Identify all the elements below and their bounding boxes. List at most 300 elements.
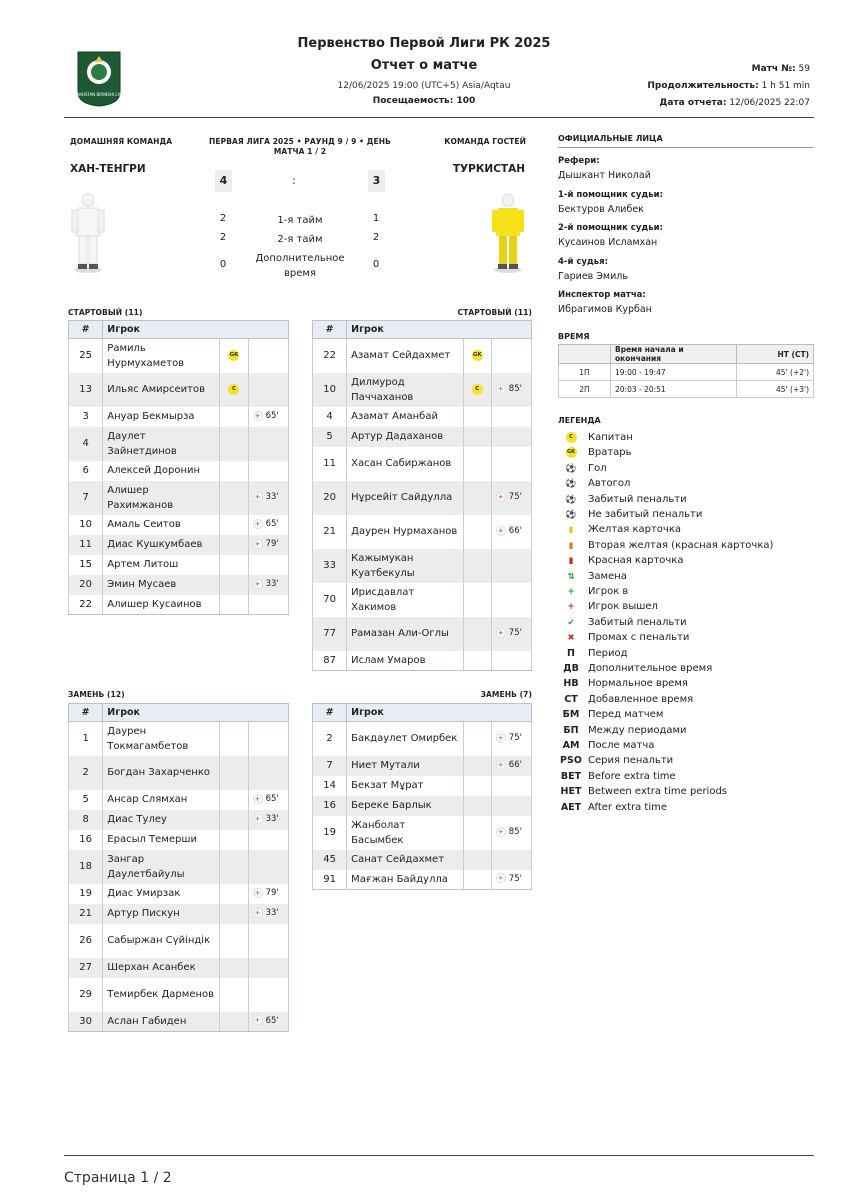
player-in-icon: + bbox=[253, 814, 263, 824]
player-row bbox=[69, 515, 289, 535]
player-number: 26 bbox=[69, 924, 103, 958]
player-event bbox=[248, 756, 288, 790]
player-number: 27 bbox=[69, 958, 103, 978]
legend-item bbox=[560, 676, 688, 691]
player-event bbox=[248, 958, 288, 978]
legend-text: Перед матчем bbox=[588, 709, 664, 721]
col-number-header: # bbox=[313, 704, 347, 722]
player-row bbox=[313, 651, 532, 671]
legend-item bbox=[560, 707, 663, 722]
player-role bbox=[220, 535, 248, 555]
player-name: Даулет Зайнетдинов bbox=[103, 427, 220, 461]
home-starting-table bbox=[68, 320, 289, 615]
player-name: Темирбек Дарменов bbox=[103, 978, 220, 1012]
legend-item bbox=[560, 723, 687, 738]
legend-item bbox=[560, 476, 630, 491]
abbr-icon: HET bbox=[560, 786, 582, 798]
home-kit-icon bbox=[70, 192, 106, 277]
player-role bbox=[463, 722, 491, 756]
player-number: 18 bbox=[69, 850, 103, 884]
substitution-icon: ⇅ bbox=[567, 571, 575, 582]
official-name: Бектуров Алибек bbox=[558, 203, 644, 215]
home-subs-table bbox=[68, 703, 289, 1032]
legend-text: Гол bbox=[588, 462, 607, 474]
col-number-header: # bbox=[313, 321, 347, 339]
away-kit-icon bbox=[490, 192, 526, 277]
second-yellow-icon: ▮ bbox=[568, 540, 574, 551]
player-role bbox=[220, 904, 248, 924]
player-event bbox=[248, 481, 288, 515]
home-score: 4 bbox=[215, 170, 232, 192]
player-event bbox=[248, 575, 288, 595]
attendance: Посещаемость: 100 bbox=[372, 96, 476, 106]
legend-item bbox=[560, 507, 702, 522]
player-name: Бакдаулет Омирбек bbox=[347, 722, 464, 756]
player-name: Мағжан Байдулла bbox=[347, 870, 464, 890]
legend-text: Не забитый пенальти bbox=[588, 509, 703, 520]
match-number: Матч №: 59 bbox=[751, 64, 810, 74]
away-team-name: ТУРКИСТАН bbox=[452, 163, 525, 175]
period-label: 1-я тайм bbox=[277, 215, 323, 226]
col-player-header: Игрок bbox=[103, 321, 289, 339]
player-number: 2 bbox=[69, 756, 103, 790]
player-role bbox=[220, 373, 248, 407]
svg-text:KAZAKHSTAN BIRINSHI LIGASY: KAZAKHSTAN BIRINSHI LIGASY bbox=[68, 92, 130, 97]
red-card-icon: ▮ bbox=[568, 556, 574, 567]
event-minute: 75' bbox=[508, 873, 522, 884]
penalty-missed-icon: ⚽ bbox=[565, 510, 577, 520]
abbr-icon: AET bbox=[560, 801, 582, 813]
player-role bbox=[463, 583, 491, 617]
player-row bbox=[313, 776, 532, 796]
event-minute: 66' bbox=[508, 526, 522, 536]
player-event bbox=[248, 407, 288, 427]
player-name: Кажымукан Куатбекулы bbox=[347, 549, 464, 583]
player-out-icon: + bbox=[253, 519, 263, 529]
player-role bbox=[220, 407, 248, 427]
player-event bbox=[248, 595, 288, 615]
home-start-label: СТАРТОВЫЙ (11) bbox=[68, 308, 143, 317]
official-name: Гариев Эмиль bbox=[558, 270, 628, 282]
time-row: 1П 19:00 - 19:47 45' (+2') bbox=[559, 364, 814, 381]
player-row bbox=[313, 407, 532, 427]
event-minute: 65' bbox=[265, 794, 279, 804]
legend-item bbox=[560, 800, 667, 815]
player-event bbox=[248, 850, 288, 884]
legend-text: Период bbox=[588, 647, 628, 659]
player-role bbox=[220, 756, 248, 790]
player-name: Алишер Рахимжанов bbox=[103, 481, 220, 515]
legend-text: После матча bbox=[588, 740, 655, 751]
event-minute: 85' bbox=[508, 384, 522, 394]
player-event bbox=[491, 427, 531, 447]
player-event bbox=[491, 373, 531, 407]
player-number: 20 bbox=[313, 481, 347, 515]
player-role bbox=[220, 575, 248, 595]
player-role bbox=[463, 776, 491, 796]
legend-text: Замена bbox=[588, 570, 627, 582]
player-role bbox=[463, 549, 491, 583]
away-start-label: СТАРТОВЫЙ (11) bbox=[457, 308, 532, 317]
player-row bbox=[69, 427, 289, 461]
player-role bbox=[220, 515, 248, 535]
player-event bbox=[491, 583, 531, 617]
official-role: 1-й помощник судьи: bbox=[558, 189, 663, 200]
legend-item bbox=[560, 538, 773, 553]
legend-item bbox=[560, 769, 676, 784]
player-row bbox=[69, 756, 289, 790]
player-role bbox=[220, 722, 248, 756]
home-subs-label: ЗАМЕНЬ (12) bbox=[68, 690, 125, 699]
player-event bbox=[491, 481, 531, 515]
col-player-header: Игрок bbox=[347, 321, 532, 339]
event-minute: 33' bbox=[265, 814, 279, 824]
abbr-icon: БП bbox=[563, 724, 579, 736]
player-number: 91 bbox=[313, 870, 347, 890]
player-name: Ислам Умаров bbox=[347, 651, 464, 671]
player-event bbox=[248, 790, 288, 810]
player-in-icon: + bbox=[253, 794, 263, 804]
legend-text: Before extra time bbox=[588, 770, 676, 782]
player-event bbox=[248, 830, 288, 850]
player-event bbox=[491, 447, 531, 481]
player-row bbox=[69, 850, 289, 884]
player-role bbox=[220, 978, 248, 1012]
player-row bbox=[69, 924, 289, 958]
player-name: Эмин Мусаев bbox=[103, 575, 220, 595]
penalty-scored-icon: ⚽ bbox=[565, 494, 577, 505]
player-name: Бекзат Мұрат bbox=[347, 776, 464, 796]
legend-text: Промах с пенальти bbox=[588, 632, 690, 644]
player-name: Алексей Доронин bbox=[103, 461, 220, 481]
period-label: 2-я тайм bbox=[277, 234, 323, 245]
player-role bbox=[220, 790, 248, 810]
report-title: Первенство Первой Лиги РК 2025 bbox=[297, 36, 551, 51]
player-event bbox=[491, 756, 531, 776]
player-number: 77 bbox=[313, 617, 347, 651]
period-home-score: 2 bbox=[219, 213, 227, 224]
player-event bbox=[491, 407, 531, 427]
player-number: 2 bbox=[313, 722, 347, 756]
event-minute: 75' bbox=[508, 628, 522, 638]
player-in-icon: + bbox=[496, 760, 506, 770]
player-number: 19 bbox=[313, 816, 347, 850]
player-name: Азамат Аманбай bbox=[347, 407, 464, 427]
player-number: 16 bbox=[69, 830, 103, 850]
player-event bbox=[248, 339, 288, 373]
player-number: 21 bbox=[313, 515, 347, 549]
event-minute: 79' bbox=[265, 539, 279, 549]
player-name: Ильяс Амирсеитов bbox=[103, 373, 220, 407]
player-role bbox=[463, 816, 491, 850]
player-number: 30 bbox=[69, 1012, 103, 1032]
player-name: Артем Литош bbox=[103, 555, 220, 575]
abbr-icon: АМ bbox=[562, 740, 580, 751]
legend-item bbox=[560, 784, 727, 799]
player-number: 29 bbox=[69, 978, 103, 1012]
player-name: Ниет Мутали bbox=[347, 756, 464, 776]
player-name: Береке Барлык bbox=[347, 796, 464, 816]
player-role bbox=[463, 617, 491, 651]
legend-text: Красная карточка bbox=[588, 555, 684, 567]
player-role bbox=[463, 850, 491, 870]
footer-divider bbox=[64, 1155, 814, 1156]
player-event bbox=[491, 850, 531, 870]
player-in-icon: + bbox=[567, 587, 575, 597]
player-number: 25 bbox=[69, 339, 103, 373]
player-row bbox=[313, 427, 532, 447]
player-row bbox=[69, 575, 289, 595]
player-role bbox=[463, 651, 491, 671]
player-event bbox=[248, 1012, 288, 1032]
time-row: 2П 20:03 - 20:51 45' (+3') bbox=[559, 381, 814, 398]
player-row bbox=[313, 850, 532, 870]
legend-text: Между периодами bbox=[588, 724, 687, 736]
legend-item bbox=[560, 738, 654, 753]
event-minute: 75' bbox=[508, 492, 522, 502]
away-score: 3 bbox=[368, 170, 385, 192]
officials-divider bbox=[558, 147, 814, 148]
time-col-ht: HT (CT) bbox=[737, 345, 814, 364]
player-in-icon: + bbox=[496, 733, 506, 743]
player-name: Диас Тулеу bbox=[103, 810, 220, 830]
period-label: Дополнительное время bbox=[255, 253, 345, 279]
score-separator: : bbox=[292, 174, 296, 187]
player-role bbox=[220, 427, 248, 461]
player-number: 15 bbox=[69, 555, 103, 575]
yellow-card-icon: ▮ bbox=[568, 525, 574, 536]
player-row bbox=[69, 790, 289, 810]
legend-text: Between extra time periods bbox=[588, 786, 728, 798]
player-number: 19 bbox=[69, 884, 103, 904]
legend-item bbox=[560, 584, 628, 599]
player-name: Нұрсейіт Сайдулла bbox=[347, 481, 464, 515]
legend-item bbox=[560, 430, 633, 445]
player-number: 4 bbox=[69, 427, 103, 461]
official-role: 4-й судья: bbox=[558, 256, 609, 267]
player-event bbox=[248, 924, 288, 958]
player-role bbox=[463, 339, 491, 373]
time-table bbox=[558, 344, 814, 398]
player-event bbox=[248, 461, 288, 481]
player-row bbox=[313, 617, 532, 651]
player-row bbox=[313, 447, 532, 481]
player-event bbox=[491, 617, 531, 651]
player-out-icon: + bbox=[496, 526, 506, 536]
legend-text: Игрок вышел bbox=[588, 601, 658, 613]
legend-text: Капитан bbox=[588, 432, 633, 443]
report-subtitle: Отчет о матче bbox=[370, 58, 478, 73]
page-number: Страница 1 / 2 bbox=[64, 1170, 172, 1186]
player-name: Даурен Токмагамбетов bbox=[103, 722, 220, 756]
player-role bbox=[220, 958, 248, 978]
official-name: Дышкант Николай bbox=[558, 170, 651, 181]
legend-item bbox=[560, 615, 687, 630]
player-row bbox=[313, 816, 532, 850]
player-name: Зангар Даулетбайулы bbox=[103, 850, 220, 884]
legend-text: Серия пенальти bbox=[588, 755, 674, 767]
player-out-icon: + bbox=[253, 539, 263, 549]
round-info: ПЕРВАЯ ЛИГА 2025 • РАУНД 9 / 9 • ДЕНЬ МАТЧА 1 / 2 bbox=[209, 137, 391, 156]
col-player-header: Игрок bbox=[347, 704, 532, 722]
player-out-icon: + bbox=[567, 602, 575, 613]
player-event bbox=[248, 427, 288, 461]
player-event bbox=[248, 904, 288, 924]
officials-title: ОФИЦИАЛЬНЫЕ ЛИЦА bbox=[558, 134, 663, 143]
home-team-label: ДОМАШНЯЯ КОМАНДА bbox=[70, 137, 173, 146]
player-name: Диас Кушкумбаев bbox=[103, 535, 220, 555]
legend-item bbox=[560, 692, 693, 707]
player-role bbox=[220, 1012, 248, 1032]
player-event bbox=[491, 339, 531, 373]
legend-item bbox=[560, 569, 627, 584]
player-role bbox=[220, 830, 248, 850]
player-event bbox=[491, 515, 531, 549]
player-out-icon: + bbox=[496, 628, 506, 638]
time-col-times: Время начала и окончания bbox=[611, 345, 737, 364]
player-row bbox=[313, 481, 532, 515]
col-player-header: Игрок bbox=[103, 704, 289, 722]
col-number-header: # bbox=[69, 321, 103, 339]
away-subs-label: ЗАМЕНЬ (7) bbox=[480, 690, 532, 699]
player-role bbox=[463, 756, 491, 776]
official-role: Рефери: bbox=[558, 156, 600, 166]
player-name: Богдан Захарченко bbox=[103, 756, 220, 790]
player-role bbox=[463, 796, 491, 816]
player-number: 10 bbox=[313, 373, 347, 407]
player-row bbox=[313, 549, 532, 583]
player-name: Амаль Сеитов bbox=[103, 515, 220, 535]
player-role bbox=[220, 339, 248, 373]
legend-text: Нормальное время bbox=[588, 678, 688, 690]
player-in-icon: + bbox=[496, 827, 506, 837]
own-goal-icon: ⚽ bbox=[565, 479, 577, 490]
player-name: Артур Пискун bbox=[103, 904, 220, 924]
legend-text: Вторая желтая (красная карточка) bbox=[588, 539, 774, 551]
abbr-icon: ДВ bbox=[563, 663, 579, 674]
player-number: 3 bbox=[69, 407, 103, 427]
player-role bbox=[220, 884, 248, 904]
player-role bbox=[463, 870, 491, 890]
player-role bbox=[220, 924, 248, 958]
match-datetime: 12/06/2025 19:00 (UTC+5) Asia/Aqtau bbox=[337, 81, 511, 91]
player-number: 7 bbox=[69, 481, 103, 515]
player-number: 16 bbox=[313, 796, 347, 816]
away-subs-table bbox=[312, 703, 532, 890]
period-away-score: 0 bbox=[372, 259, 380, 270]
player-role bbox=[220, 850, 248, 884]
captain-icon: C bbox=[560, 431, 582, 446]
player-in-icon: + bbox=[253, 888, 263, 898]
abbr-icon: BET bbox=[560, 770, 582, 782]
player-name: Даурен Нурмаханов bbox=[347, 515, 464, 549]
legend-item bbox=[560, 492, 687, 507]
player-row bbox=[69, 978, 289, 1012]
official-name: Ибрагимов Курбан bbox=[558, 304, 652, 315]
player-number: 20 bbox=[69, 575, 103, 595]
player-row bbox=[69, 810, 289, 830]
player-number: 87 bbox=[313, 651, 347, 671]
player-row bbox=[313, 373, 532, 407]
player-number: 14 bbox=[313, 776, 347, 796]
player-in-icon: + bbox=[253, 908, 263, 918]
player-out-icon: + bbox=[496, 492, 506, 502]
period-home-score: 2 bbox=[219, 232, 227, 243]
player-event bbox=[248, 884, 288, 904]
player-name: Алишер Кусаинов bbox=[103, 595, 220, 615]
player-name: Азамат Сейдахмет bbox=[347, 339, 464, 373]
player-row bbox=[69, 904, 289, 924]
player-role bbox=[220, 461, 248, 481]
penalty-ok-icon: ✔ bbox=[567, 617, 575, 628]
legend-item bbox=[560, 630, 689, 645]
player-event bbox=[491, 870, 531, 890]
player-number: 5 bbox=[313, 427, 347, 447]
event-minute: 65' bbox=[265, 519, 279, 529]
player-number: 8 bbox=[69, 810, 103, 830]
event-minute: 33' bbox=[265, 492, 279, 502]
event-minute: 75' bbox=[508, 733, 522, 744]
player-row bbox=[313, 756, 532, 776]
player-number: 33 bbox=[313, 549, 347, 583]
player-number: 1 bbox=[69, 722, 103, 756]
legend-item bbox=[560, 553, 683, 568]
captain-icon: C bbox=[472, 384, 483, 395]
away-team-label: КОМАНДА ГОСТЕЙ bbox=[444, 137, 526, 146]
player-event bbox=[491, 816, 531, 850]
player-name: Рамиль Нурмухаметов bbox=[103, 339, 220, 373]
legend-text: Забитый пенальти bbox=[588, 616, 687, 628]
player-row bbox=[313, 722, 532, 756]
player-number: 7 bbox=[313, 756, 347, 776]
player-number: 22 bbox=[313, 339, 347, 373]
player-role bbox=[463, 407, 491, 427]
player-role bbox=[463, 427, 491, 447]
player-name: Ансар Слямхан bbox=[103, 790, 220, 810]
player-name: Ануар Бекмырза bbox=[103, 407, 220, 427]
player-row bbox=[69, 339, 289, 373]
player-row bbox=[313, 583, 532, 617]
player-row bbox=[69, 595, 289, 615]
match-duration: Продолжительность: 1 h 51 min bbox=[647, 81, 810, 91]
player-event bbox=[248, 810, 288, 830]
legend-item bbox=[560, 461, 607, 476]
player-row bbox=[69, 958, 289, 978]
home-team-name: ХАН-ТЕНГРИ bbox=[70, 163, 146, 175]
player-number: 45 bbox=[313, 850, 347, 870]
legend-text: After extra time bbox=[588, 801, 668, 813]
player-row bbox=[69, 461, 289, 481]
player-number: 4 bbox=[313, 407, 347, 427]
player-role bbox=[220, 481, 248, 515]
player-role bbox=[220, 555, 248, 575]
player-row bbox=[69, 555, 289, 575]
player-number: 5 bbox=[69, 790, 103, 810]
player-row bbox=[313, 515, 532, 549]
event-minute: 65' bbox=[265, 1015, 279, 1026]
legend-item bbox=[560, 661, 712, 676]
player-number: 70 bbox=[313, 583, 347, 617]
player-number: 6 bbox=[69, 461, 103, 481]
player-number: 10 bbox=[69, 515, 103, 535]
abbr-icon: СТ bbox=[564, 693, 578, 705]
player-role bbox=[463, 447, 491, 481]
legend-item bbox=[560, 753, 673, 768]
player-out-icon: + bbox=[496, 384, 506, 394]
col-number-header: # bbox=[69, 704, 103, 722]
player-row bbox=[313, 339, 532, 373]
player-row bbox=[69, 830, 289, 850]
